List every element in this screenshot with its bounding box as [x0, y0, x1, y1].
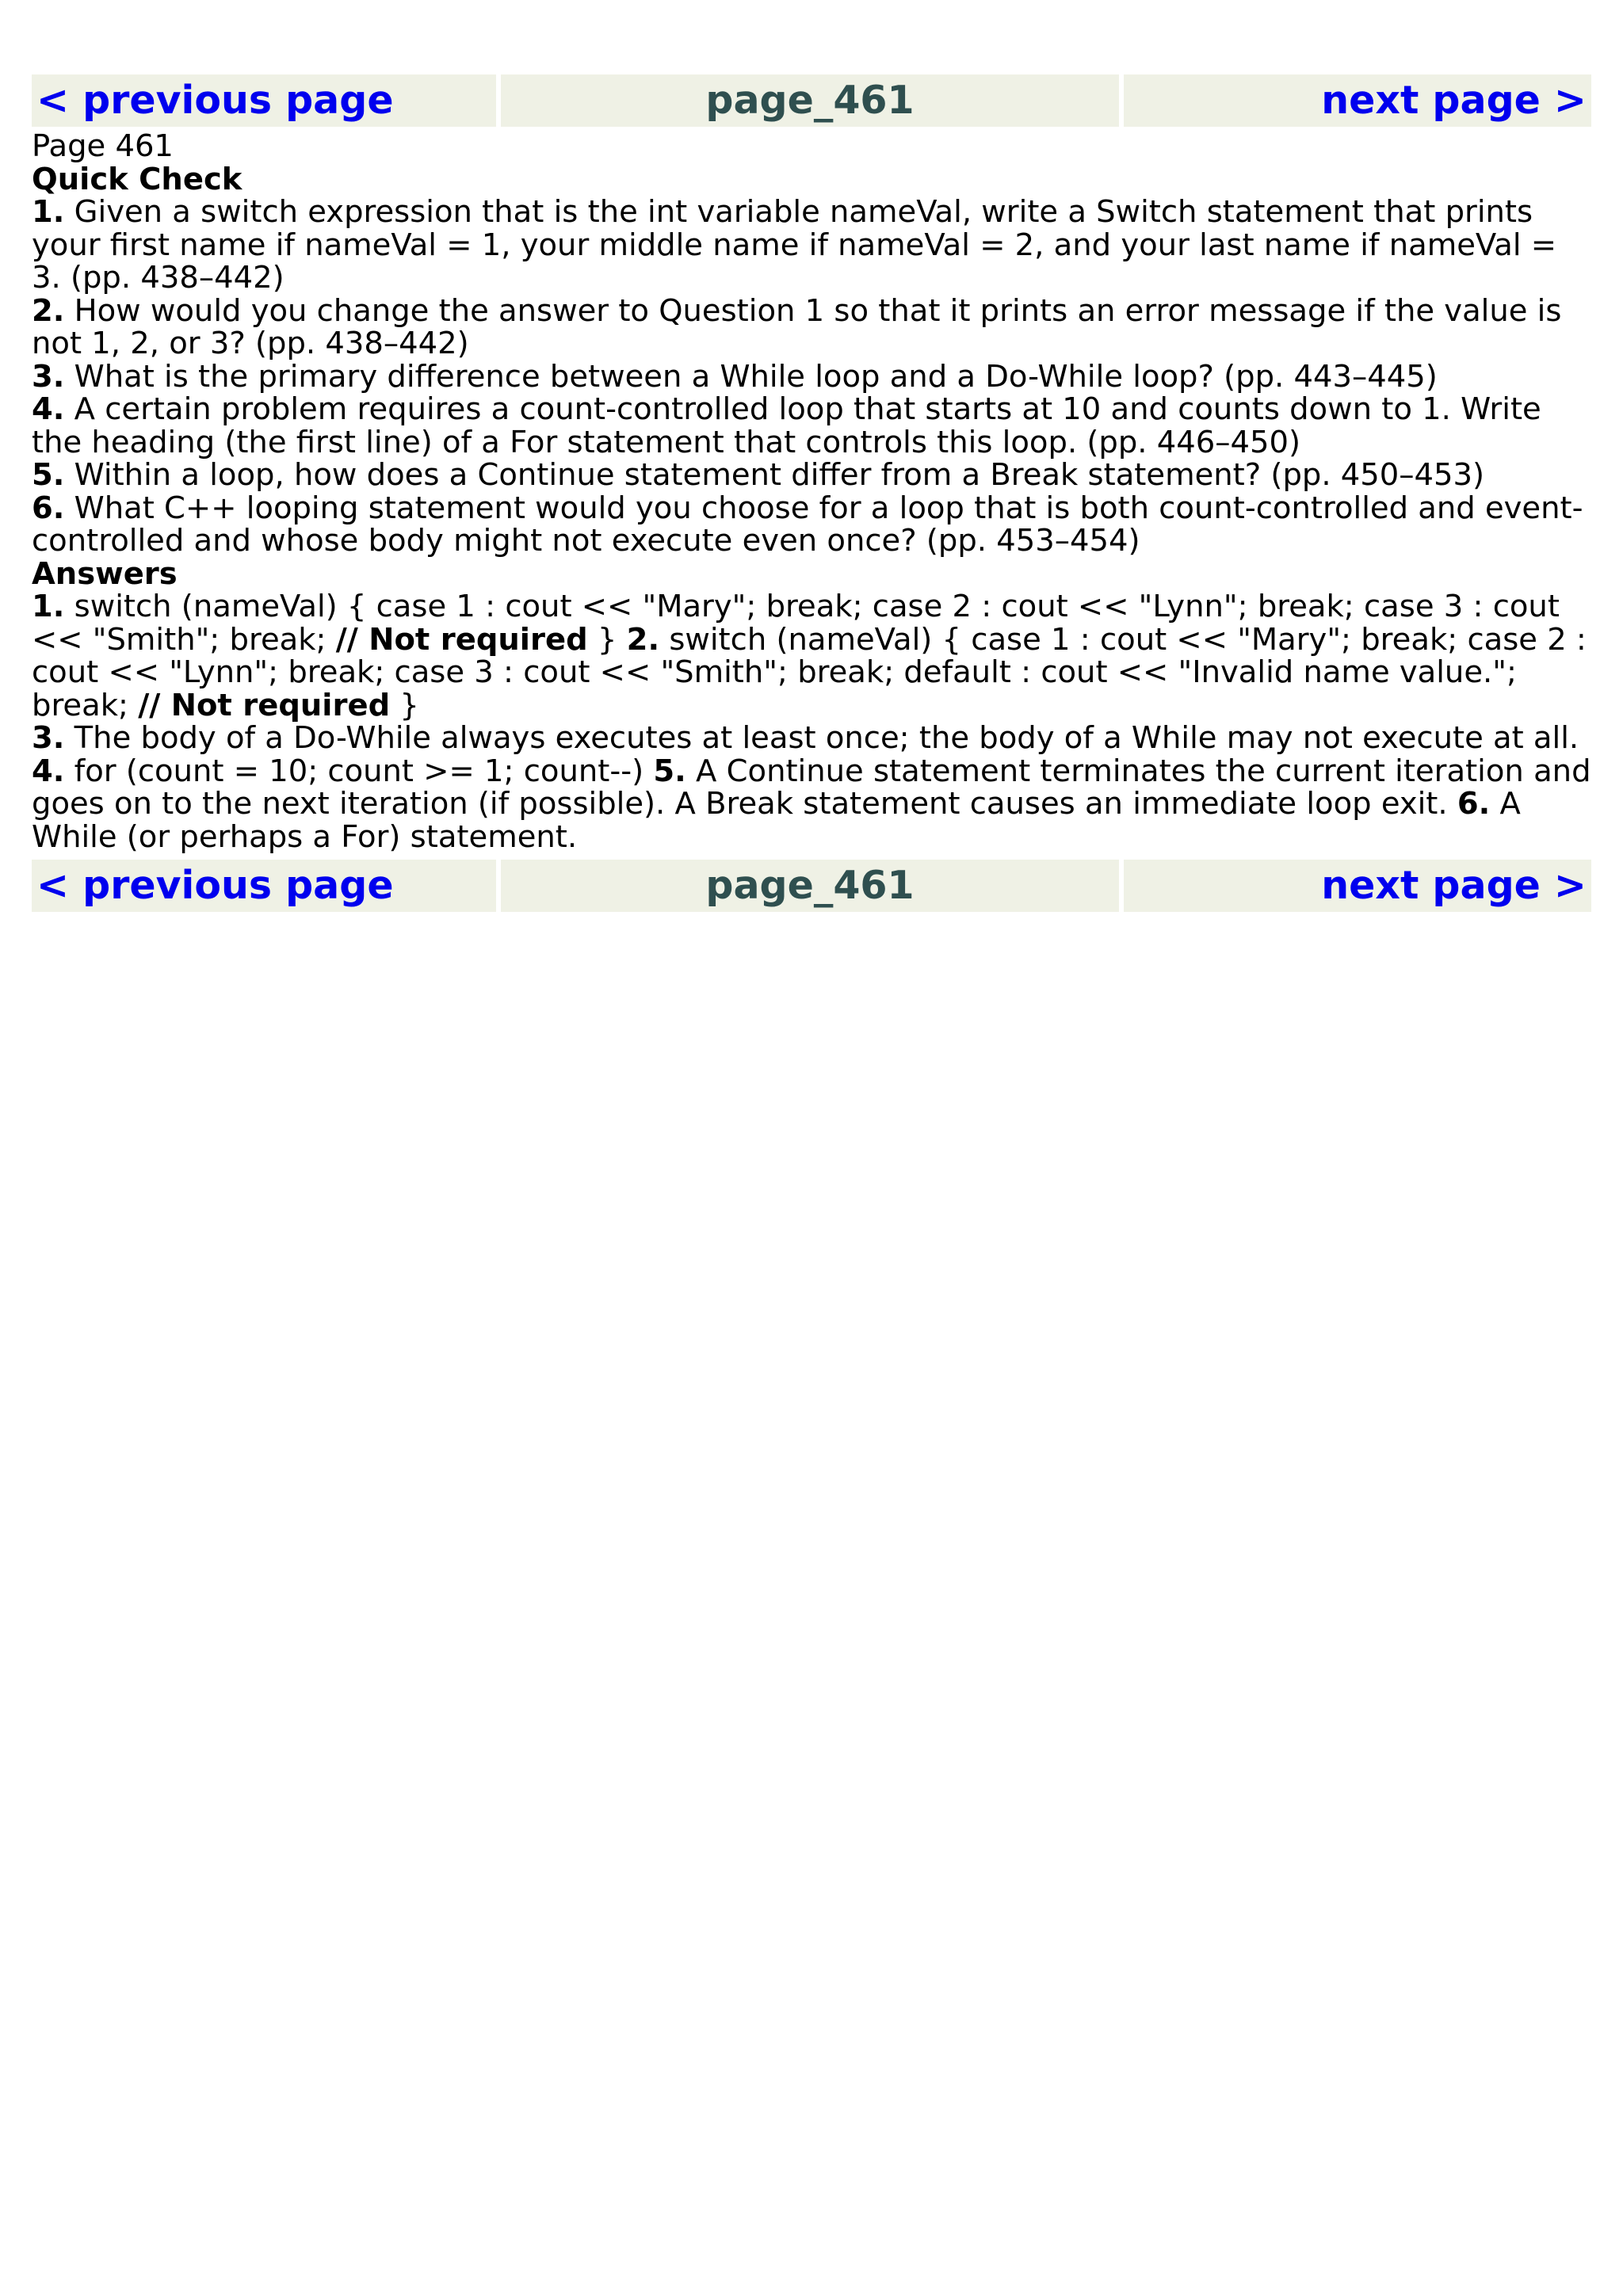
- question-1: [32, 196, 1591, 295]
- question-number: 6.: [32, 490, 65, 526]
- bottom-next-page-link[interactable]: next page >: [1321, 863, 1587, 908]
- question-number: 2.: [32, 292, 65, 329]
- answer-number: 5.: [653, 753, 686, 789]
- answer-text: switch (nameVal) { case 1 : cout << "Mary"; break; case 2 : cout << "Lynn"; break; case 3 : cout << "Smith"; break; default : cout << "Invalid name value."; break;: [32, 621, 1587, 723]
- answer-text: }: [587, 621, 627, 658]
- question-text: Given a switch expression that is the int variable nameVal, write a Switch statement that prints your first name if nameVal = 1, your middle name if nameVal = 2, and your last name if nameVal = 3. (pp. 438–442): [32, 194, 1557, 296]
- question-5: [32, 459, 1591, 492]
- answer-text: A While (or perhaps a For) statement.: [32, 786, 1521, 855]
- bottom-nav-prev-cell: [32, 860, 496, 912]
- page-content: [32, 127, 1591, 860]
- bottom-page-id: page_461: [501, 860, 1119, 912]
- answer-number: 4.: [32, 753, 65, 789]
- question-text: Within a loop, how does a Continue statement differ from a Break statement? (pp. 450–453): [64, 457, 1485, 493]
- question-number: 5.: [32, 457, 65, 493]
- code-comment: // Not required: [335, 621, 588, 658]
- question-text: What is the primary difference between a While loop and a Do-While loop? (pp. 443–445): [64, 358, 1438, 395]
- answer-number: 2.: [626, 621, 660, 658]
- question-number: 1.: [32, 194, 65, 230]
- top-previous-page-link[interactable]: < previous page: [36, 78, 394, 123]
- question-6: [32, 492, 1591, 558]
- answer-number: 1.: [32, 589, 65, 624]
- answers-paragraph-2: [32, 722, 1591, 853]
- page-container: [32, 74, 1591, 912]
- question-text: How would you change the answer to Question 1 so that it prints an error message if the value is not 1, 2, or 3? (pp. 438–442): [32, 292, 1562, 361]
- top-nav-next-cell: [1124, 74, 1591, 127]
- bottom-previous-page-link[interactable]: < previous page: [36, 863, 394, 908]
- question-number: 4.: [32, 391, 65, 427]
- question-3: [32, 360, 1591, 394]
- bottom-nav-next-cell: [1124, 860, 1591, 912]
- answer-text: for (count = 10; count >= 1; count--): [64, 753, 654, 789]
- top-nav-bar: [32, 74, 1591, 127]
- answer-text: The body of a Do-While always executes at least once; the body of a While may not execute at all.: [64, 720, 1579, 756]
- question-number: 3.: [32, 358, 65, 395]
- answer-number: 6.: [1457, 786, 1491, 822]
- question-text: A certain problem requires a count-controlled loop that starts at 10 and counts down to 1. Write the heading (the first line) of a For statement that controls this loop. (pp. 446–450): [32, 391, 1541, 460]
- code-comment: // Not required: [138, 687, 391, 723]
- bottom-nav-bar: [32, 860, 1591, 912]
- top-nav-prev-cell: [32, 74, 496, 127]
- answer-number: 3.: [32, 720, 65, 756]
- top-next-page-link[interactable]: next page >: [1321, 78, 1587, 123]
- answer-text: switch (nameVal) { case 1 : cout << "Mary"; break; case 2 : cout << "Lynn"; break; case 3 : cout << "Smith"; break;: [32, 589, 1560, 658]
- page-label: Page 461: [32, 128, 174, 164]
- answer-text: }: [390, 687, 419, 723]
- answers-paragraph-1: [32, 590, 1591, 722]
- answer-text: A Continue statement terminates the current iteration and goes on to the next iteration (if possible). A Break statement causes an immediate loop exit.: [32, 753, 1591, 822]
- top-page-id: page_461: [501, 74, 1119, 127]
- question-4: [32, 393, 1591, 459]
- quick-check-heading: Quick Check: [32, 161, 242, 197]
- answers-heading: Answers: [32, 555, 178, 592]
- question-2: [32, 292, 1591, 361]
- question-text: What C++ looping statement would you choose for a loop that is both count-controlled and event-controlled and whose body might not execute even once? (pp. 453–454): [32, 490, 1583, 559]
